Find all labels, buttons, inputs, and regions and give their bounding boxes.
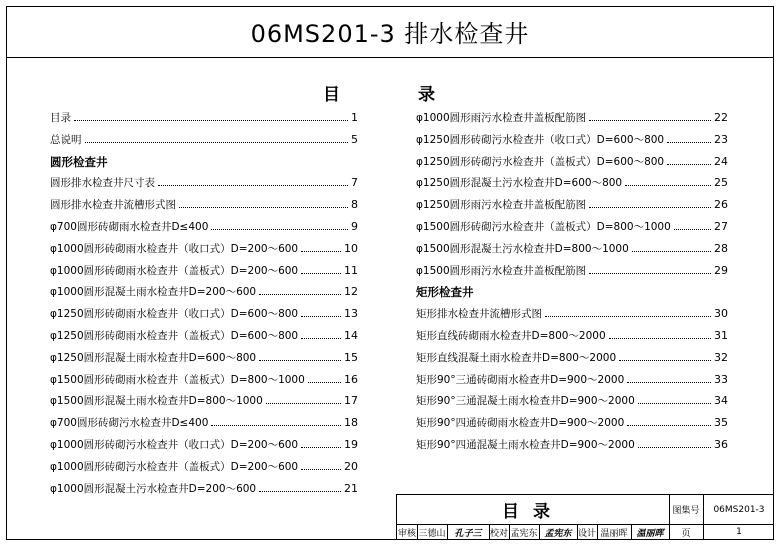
dot-leader — [627, 425, 711, 426]
dot-leader — [301, 338, 341, 339]
toc-entry-label: φ1000圆形砖砌污水检查井（收口式）D=200～600 — [50, 439, 299, 451]
toc-entry-page: 32 — [714, 350, 728, 364]
review-label: 审核 — [397, 528, 416, 539]
toc-entry-page: 34 — [714, 394, 728, 408]
reviewer-name: 三德山 — [418, 528, 446, 539]
toc-entry[interactable] — [50, 195, 358, 214]
dot-leader — [308, 382, 341, 383]
toc-entry-page: 26 — [714, 198, 728, 212]
dot-leader — [259, 491, 341, 492]
toc-section-heading: 矩形检查井 — [416, 285, 474, 300]
title-block-name: 目录 — [502, 502, 564, 522]
toc-entry[interactable] — [50, 457, 358, 476]
toc-entry[interactable] — [416, 130, 728, 149]
dot-leader — [301, 469, 341, 470]
toc-entry-label: 圆形排水检查井尺寸表 — [50, 177, 155, 190]
toc-entry[interactable] — [416, 217, 728, 236]
toc-entry-page: 25 — [714, 176, 728, 190]
toc-entry[interactable] — [50, 413, 358, 432]
toc-entry-label: φ1500圆形混凝土雨水检查井D=800～1000 — [50, 395, 263, 408]
checker-signature: 孟宪东 — [544, 528, 572, 539]
dot-leader — [589, 120, 711, 121]
dot-leader — [301, 447, 341, 448]
toc-entry-page: 11 — [344, 263, 358, 277]
toc-entry-label: φ1250圆形砖砌雨水检查井（盖板式）D=600～800 — [50, 330, 299, 342]
toc-entry[interactable] — [50, 282, 358, 301]
dot-leader — [259, 360, 341, 361]
toc-entry[interactable] — [50, 370, 358, 389]
toc-entry-label: φ1000圆形砖砌雨水检查井（收口式）D=200～600 — [50, 242, 299, 255]
toc-entry-label: φ1000圆形混凝土雨水检查井D=200～600 — [50, 286, 257, 299]
toc-entry-page: 33 — [714, 372, 728, 386]
dot-leader — [545, 316, 711, 317]
toc-entry-label: φ1250圆形雨污水检查井盖板配筋图 — [416, 199, 587, 212]
title-block — [396, 494, 774, 540]
toc-entry-page: 31 — [714, 329, 728, 342]
page-number: 1 — [736, 527, 742, 537]
dot-leader — [632, 251, 711, 252]
heading-right: 录 — [418, 85, 435, 105]
toc-entry-label: 矩形90°四通混凝土雨水检查井D=900～2000 — [416, 439, 635, 451]
dot-leader — [619, 360, 711, 361]
toc-entry-page: 9 — [351, 220, 358, 233]
toc-section-heading: 圆形检查井 — [50, 154, 108, 169]
toc-entry[interactable] — [416, 391, 728, 410]
dot-leader — [667, 164, 711, 165]
toc-entry[interactable] — [416, 304, 728, 323]
toc-entry[interactable] — [416, 239, 728, 258]
toc-entry-page: 8 — [351, 198, 358, 212]
toc-entry-page: 28 — [714, 241, 728, 255]
heading-left: 目 — [323, 85, 340, 105]
toc-entry[interactable] — [50, 239, 358, 258]
title-band — [6, 6, 774, 58]
toc-entry-page: 5 — [351, 132, 358, 146]
toc-entry-page: 16 — [344, 372, 358, 386]
toc-entry-page: 20 — [344, 459, 358, 473]
page-title: 06MS201-3 排水检查井 — [250, 20, 530, 48]
page-label: 页 — [681, 528, 691, 539]
toc-entry[interactable] — [50, 173, 358, 192]
toc-entry[interactable] — [50, 217, 358, 236]
toc-entry-label: φ1500圆形砖砌雨水检查井（盖板式）D=800～1000 — [50, 373, 305, 386]
toc-entry-label: φ1000圆形砖砌雨水检查井（盖板式）D=200～600 — [50, 264, 299, 277]
toc-entry-label: φ1250圆形砖砌污水检查井（收口式）D=600～800 — [416, 133, 665, 146]
toc-entry[interactable] — [416, 435, 728, 454]
dot-leader — [211, 425, 341, 426]
dot-leader — [589, 273, 711, 274]
atlas-number: 06MS201-3 — [713, 504, 765, 515]
toc-entry[interactable] — [416, 173, 728, 192]
dot-leader — [625, 185, 711, 186]
toc-entry-label: φ1250圆形混凝土污水检查井D=600～800 — [416, 177, 623, 190]
toc-entry-page: 10 — [344, 241, 358, 255]
toc-entry-label: 矩形排水检查井流槽形式图 — [416, 308, 542, 321]
dot-leader — [609, 338, 711, 339]
toc-entry-page: 22 — [714, 111, 728, 124]
toc-entry-label: 矩形90°四通砖砌雨水检查井D=900～2000 — [416, 417, 625, 430]
toc-entry-label: φ1000圆形混凝土污水检查井D=200～600 — [50, 482, 257, 495]
toc-entry-page: 15 — [344, 350, 358, 364]
toc-entry[interactable] — [50, 435, 358, 454]
toc-entry-label: φ700圆形砖砌雨水检查井D≤400 — [50, 221, 209, 233]
toc-entry[interactable] — [416, 108, 728, 127]
check-label: 校对 — [489, 528, 508, 539]
dot-leader — [179, 207, 348, 208]
toc-entry[interactable] — [50, 130, 358, 149]
toc-entry-page: 12 — [344, 285, 358, 299]
toc-entry-page: 13 — [344, 307, 358, 321]
toc-entry-label: φ700圆形砖砌污水检查井D≤400 — [50, 417, 209, 430]
toc-entry-label: φ1500圆形雨污水检查井盖板配筋图 — [416, 264, 587, 277]
toc-entry[interactable] — [50, 108, 358, 127]
toc-entry[interactable] — [416, 413, 728, 432]
toc-entry[interactable] — [416, 195, 728, 214]
designer-signature: 温丽晖 — [636, 528, 664, 539]
dot-leader — [301, 273, 341, 274]
toc-entry-page: 21 — [344, 481, 358, 495]
checker-name: 孟宪东 — [510, 528, 538, 539]
toc-entry-label: 目录 — [50, 112, 71, 124]
toc-entry-label: 圆形排水检查井流槽形式图 — [50, 199, 176, 212]
toc-entry-page: 29 — [714, 263, 728, 277]
toc-entry[interactable] — [416, 370, 728, 389]
toc-entry-page: 36 — [714, 438, 728, 451]
dot-leader — [301, 316, 341, 317]
toc-entry[interactable] — [50, 304, 358, 323]
toc-entry-label: 矩形直线混凝土雨水检查井D=800～2000 — [416, 351, 617, 364]
toc-entry[interactable] — [416, 261, 728, 280]
dot-leader — [627, 382, 711, 383]
toc-entry-label: φ1250圆形砖砌雨水检查井（收口式）D=600～800 — [50, 308, 299, 321]
dot-leader — [638, 447, 711, 448]
toc-entry-label: φ1000圆形砖砌污水检查井（盖板式）D=200～600 — [50, 460, 299, 473]
toc-entry-label: 矩形90°三通混凝土雨水检查井D=900～2000 — [416, 395, 635, 408]
toc-entry-label: φ1000圆形雨污水检查井盖板配筋图 — [416, 112, 587, 124]
reviewer-signature: 孔子三 — [454, 528, 482, 539]
toc-entry-label: 总说明 — [50, 133, 82, 146]
toc-entry-page: 17 — [344, 394, 358, 408]
toc-entry-page: 30 — [714, 307, 728, 321]
toc-entry[interactable] — [416, 326, 728, 345]
atlas-label: 图集号 — [672, 506, 700, 516]
dot-leader — [301, 251, 341, 252]
toc-entry-label: φ1250圆形混凝土雨水检查井D=600～800 — [50, 351, 257, 364]
toc-entry-label: 矩形90°三通砖砌雨水检查井D=900～2000 — [416, 373, 625, 386]
toc-entry-page: 19 — [344, 438, 358, 451]
toc-entry-page: 14 — [344, 329, 358, 342]
toc-entry-page: 18 — [344, 416, 358, 430]
toc-entry-label: φ1500圆形砖砌污水检查井（盖板式）D=800～1000 — [416, 221, 671, 233]
toc-entry-page: 23 — [714, 132, 728, 146]
dot-leader — [589, 207, 711, 208]
dot-leader — [638, 403, 711, 404]
toc-entry[interactable] — [416, 348, 728, 367]
dot-leader — [211, 229, 348, 230]
dot-leader — [85, 142, 349, 143]
dot-leader — [74, 120, 348, 121]
toc-entry-label: φ1500圆形混凝土污水检查井D=800～1000 — [416, 242, 629, 255]
dot-leader — [266, 403, 341, 404]
toc-entry-page: 7 — [351, 176, 358, 190]
toc-entry-label: 矩形直线砖砌雨水检查井D=800～2000 — [416, 330, 606, 342]
toc-entry[interactable] — [50, 348, 358, 367]
toc-entry[interactable] — [50, 261, 358, 280]
toc-entry-page: 35 — [714, 416, 728, 430]
toc-entry-page: 27 — [714, 220, 728, 233]
toc-entry[interactable] — [50, 391, 358, 410]
dot-leader — [674, 229, 711, 230]
toc-entry-page: 24 — [714, 154, 728, 168]
dot-leader — [667, 142, 711, 143]
design-label: 设计 — [577, 528, 596, 539]
dot-leader — [158, 185, 348, 186]
toc-entry[interactable] — [50, 326, 358, 345]
toc-entry[interactable] — [416, 152, 728, 171]
dot-leader — [259, 294, 341, 295]
toc-entry-page: 1 — [351, 111, 358, 124]
toc-entry[interactable] — [50, 479, 358, 498]
designer-name: 温丽晖 — [600, 528, 628, 539]
toc-entry-label: φ1250圆形砖砌污水检查井（盖板式）D=600～800 — [416, 155, 665, 168]
